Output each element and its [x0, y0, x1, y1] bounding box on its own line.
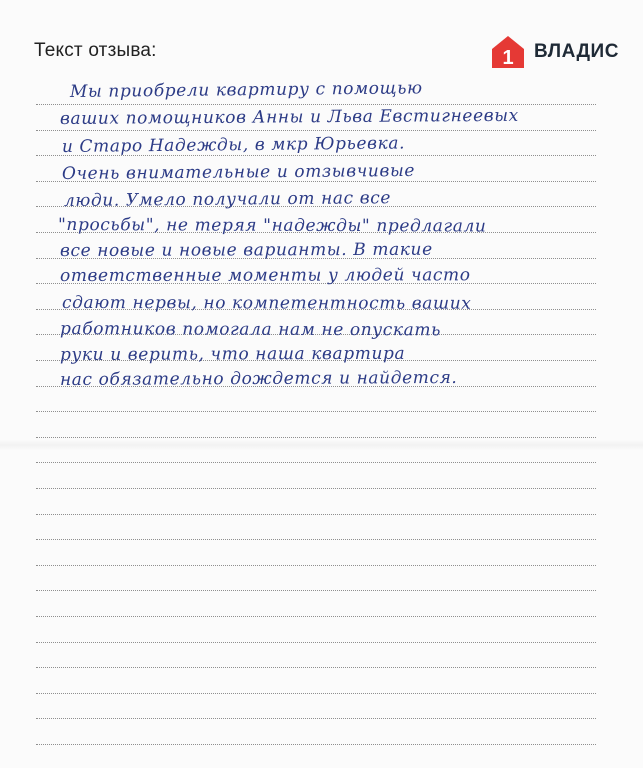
review-line: сдают нервы, но компетентность ваших [62, 293, 472, 314]
ruled-line [36, 565, 596, 566]
ruled-line [36, 616, 596, 617]
review-heading: Текст отзыва: [34, 40, 157, 61]
review-line: ответственные моменты у людей часто [59, 265, 471, 286]
review-line: люди. Умело получали от нас все [63, 188, 392, 211]
paper-fold [0, 440, 643, 450]
review-line: Очень внимательные и отзывчивые [61, 160, 416, 184]
ruled-line [36, 437, 596, 438]
ruled-line [36, 590, 596, 591]
ruled-line [36, 718, 596, 719]
brand-name: ВЛАДИС [534, 41, 619, 62]
review-line: Мы приобрели квартиру с помощью [69, 78, 423, 102]
review-line: ваших помощников Анны и Льва Евстигнеевых [59, 105, 519, 129]
review-line: работников помогала нам не опускать [60, 319, 441, 341]
review-line: все новые и новые варианты. В такие [59, 239, 433, 261]
ruled-line [36, 642, 596, 643]
ruled-line [36, 539, 596, 540]
ruled-line [36, 411, 596, 412]
review-line: нас обязательно дождется и найдется. [59, 367, 458, 390]
house-logo-icon [490, 34, 526, 70]
ruled-line [36, 488, 596, 489]
review-line: "просьбы", не теряя "надежды" предлагали [58, 215, 487, 237]
brand [490, 34, 619, 70]
ruled-line [36, 693, 596, 694]
review-line: и Старо Надежды, в мкр Юрьевка. [61, 133, 406, 157]
ruled-line [36, 514, 596, 515]
ruled-line [36, 667, 596, 668]
ruled-line [36, 130, 596, 131]
ruled-line [36, 744, 596, 745]
ruled-line [36, 462, 596, 463]
review-line: руки и верить, что наша квартира [59, 343, 406, 365]
logo-digit: 1 [502, 47, 514, 69]
